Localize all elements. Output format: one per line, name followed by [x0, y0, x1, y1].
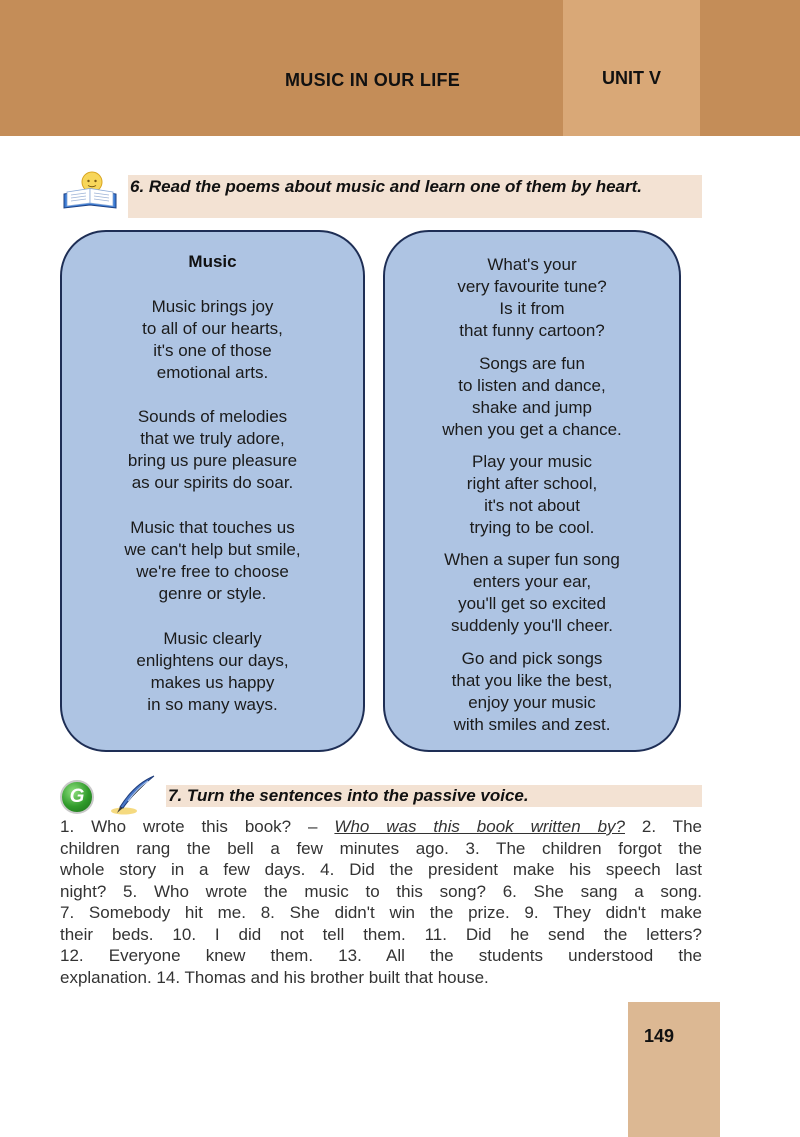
poem-line: in so many ways. — [147, 695, 278, 714]
poem-left-stanza — [60, 628, 365, 716]
poem-line: very favourite tune? — [457, 277, 607, 296]
poem-line: that funny cartoon? — [459, 321, 605, 340]
poem-line: suddenly you'll cheer. — [450, 616, 613, 635]
page-number: 149 — [643, 1026, 675, 1046]
poem-line: Go and pick songs — [461, 649, 603, 668]
poem-line: it's one of those — [153, 341, 272, 360]
poem-line: it's not about — [484, 496, 580, 515]
poem-line: to all of our hearts, — [142, 319, 283, 338]
poem-line: right after school, — [466, 474, 598, 493]
poem-line: Music brings joy — [151, 297, 274, 316]
grammar-badge-icon: G — [60, 780, 94, 814]
poem-line: enjoy your music — [468, 693, 596, 712]
exercise-line-start: 1. Who wrote this book? – — [60, 817, 335, 836]
poem-left-stanza — [60, 517, 365, 605]
poem-line: Is it from — [499, 299, 565, 318]
poem-right-stanza — [383, 549, 681, 637]
poem-line: when you get a chance. — [442, 420, 622, 439]
unit-label: UNIT V — [601, 68, 661, 88]
poem-line: Music that touches us — [130, 518, 295, 537]
poem-line: Songs are fun — [479, 354, 585, 373]
poem-line: that we truly adore, — [140, 429, 285, 448]
reading-book-icon — [62, 168, 118, 212]
exercise-line: their beds. 10. I did not tell them. 11. Did he send the letters? — [60, 924, 702, 944]
poem-line: enters your ear, — [472, 572, 592, 591]
poem-line: emotional arts. — [156, 363, 269, 382]
poem-line: with smiles and zest. — [453, 715, 611, 734]
poem-line: that you like the best, — [451, 671, 613, 690]
poem-line: What's your — [487, 255, 577, 274]
exercise-line — [60, 816, 702, 838]
exercise-line-end: 2. The — [624, 817, 702, 836]
poem-line: we're free to choose — [136, 562, 289, 581]
exercise-line: explanation. 14. Thomas and his brother built that house. — [60, 967, 489, 987]
poem-left-stanza — [60, 296, 365, 384]
poem-line: Play your music — [472, 452, 592, 471]
exercise-line: 7. Somebody hit me. 8. She didn't win the prize. 9. They didn't make — [60, 903, 702, 922]
poem-left-stanza — [60, 406, 365, 494]
chapter-title: MUSIC IN OUR LIFE — [285, 70, 461, 90]
poem-line: Sounds of melodies — [137, 407, 288, 426]
poem-line: as our spirits do soar. — [131, 473, 294, 492]
poem-title: Music — [188, 252, 237, 271]
exercise-line: whole story in a few days. 4. Did the president make his speech last — [60, 860, 702, 879]
poem-line: you'll get so excited — [458, 594, 606, 613]
task6-instruction: 6. Read the poems about music and learn one of them by heart. — [130, 177, 642, 196]
poem-line: Music clearly — [163, 629, 262, 648]
poem-line: to listen and dance, — [458, 376, 606, 395]
quill-pen-icon — [108, 773, 158, 817]
exercise-line: 12. Everyone knew them. 13. All the students understood the — [60, 946, 702, 965]
poem-line: makes us happy — [150, 673, 275, 692]
example-answer: Who was this book written by? — [334, 817, 625, 836]
exercise-line: children rang the bell a few minutes ago. 3. The children forgot the — [60, 838, 702, 858]
poem-line: we can't help but smile, — [124, 540, 301, 559]
poem-line: trying to be cool. — [469, 518, 595, 537]
poem-line: shake and jump — [471, 398, 593, 417]
poem-line: genre or style. — [158, 584, 267, 603]
poem-line: bring us pure pleasure — [127, 451, 298, 470]
poem-line: When a super fun song — [444, 550, 620, 569]
exercise-text — [60, 816, 702, 988]
task7-instruction: 7. Turn the sentences into the passive voice. — [168, 786, 529, 805]
poem-right-stanza — [383, 254, 681, 342]
exercise-line: night? 5. Who wrote the music to this song? 6. She sang a song. — [60, 881, 702, 901]
poem-right-stanza — [383, 451, 681, 539]
poem-right-stanza — [383, 353, 681, 441]
poem-right-stanza — [383, 648, 681, 736]
page-number-tab — [628, 1002, 720, 1137]
poem-line: enlightens our days, — [136, 651, 289, 670]
